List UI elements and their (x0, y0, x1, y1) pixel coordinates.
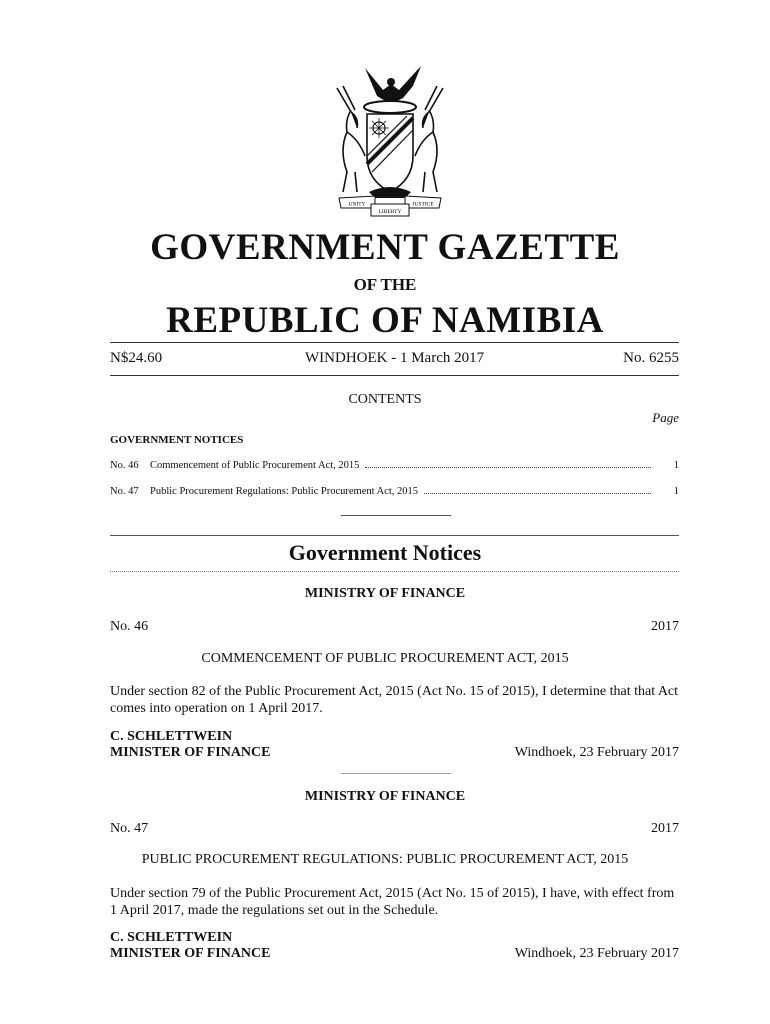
notice-ministry: MINISTRY OF FINANCE (304, 789, 466, 804)
issue-place-date: WINDHOEK - 1 March 2017 (305, 350, 485, 366)
toc-entry-title: Public Procurement Regulations: Public Procurement Act, 2015 (150, 486, 419, 497)
notice-year: 2017 (651, 619, 679, 634)
notice-number: No. 47 (110, 821, 149, 836)
notice-ministry: MINISTRY OF FINANCE (304, 586, 466, 601)
notice-body: Under section 79 of the Public Procurement Act, 2015 (Act No. 15 of 2015), I have, with effect from 1 April 2017, made the regulations set out in the Schedule. (110, 886, 675, 918)
toc-leader-dots (365, 467, 651, 468)
motto-unity: UNITY (348, 201, 366, 208)
notice-separator-rule (341, 773, 451, 774)
coat-of-arms-emblem (325, 60, 455, 218)
oryx-left-icon (337, 86, 365, 192)
notice-year: 2017 (651, 821, 679, 836)
toc-entry[interactable] (110, 460, 679, 471)
issue-price: N$24.60 (110, 350, 163, 366)
republic-title: REPUBLIC OF NAMIBIA (166, 300, 604, 341)
eagle-icon (365, 66, 421, 102)
notices-rule-bottom (110, 571, 679, 572)
toc-entry-title: Commencement of Public Procurement Act, 2015 (150, 460, 360, 471)
contents-heading: CONTENTS (348, 392, 422, 407)
motto-liberty: LIBERTY (378, 209, 402, 215)
notice-title: COMMENCEMENT OF PUBLIC PROCUREMENT ACT, 2015 (201, 651, 569, 666)
headband-icon (364, 101, 416, 113)
notice-title: PUBLIC PROCUREMENT REGULATIONS: PUBLIC PROCUREMENT ACT, 2015 (141, 852, 629, 867)
toc-entry-number: No. 46 (110, 460, 139, 471)
notices-rule-top (110, 535, 679, 536)
notice-place-date: Windhoek, 23 February 2017 (514, 946, 679, 961)
notices-heading: Government Notices (288, 540, 482, 565)
gazette-of-the: OF THE (353, 275, 417, 294)
oryx-right-icon (415, 86, 443, 192)
masthead-rule-bottom (110, 375, 679, 376)
issue-number: No. 6255 (623, 350, 679, 366)
toc-entry-page: 1 (673, 460, 679, 471)
motto-justice: JUSTICE (412, 201, 434, 208)
gazette-title: GOVERNMENT GAZETTE (150, 227, 620, 268)
notice-number: No. 46 (110, 619, 149, 634)
toc-entry-number: No. 47 (110, 486, 139, 497)
toc-entry-page: 1 (673, 486, 679, 497)
notice-signatory: C. SCHLETTWEIN (110, 729, 233, 744)
notice-body: Under section 82 of the Public Procurement Act, 2015 (Act No. 15 of 2015), I determine that that Act comes into operation on 1 April 2017. (110, 684, 679, 716)
notice-office: MINISTER OF FINANCE (110, 745, 271, 760)
motto-ribbon (339, 196, 441, 216)
notice-office: MINISTER OF FINANCE (110, 946, 271, 961)
masthead-rule-top (110, 342, 679, 343)
toc-entry[interactable] (110, 486, 679, 497)
toc-leader-dots (424, 493, 651, 494)
contents-page-label: Page (652, 410, 679, 425)
notice-place-date: Windhoek, 23 February 2017 (514, 745, 679, 760)
notice-signatory: C. SCHLETTWEIN (110, 930, 233, 945)
contents-section: GOVERNMENT NOTICES (110, 434, 244, 446)
shield-icon (367, 114, 413, 192)
contents-end-rule (341, 515, 451, 516)
